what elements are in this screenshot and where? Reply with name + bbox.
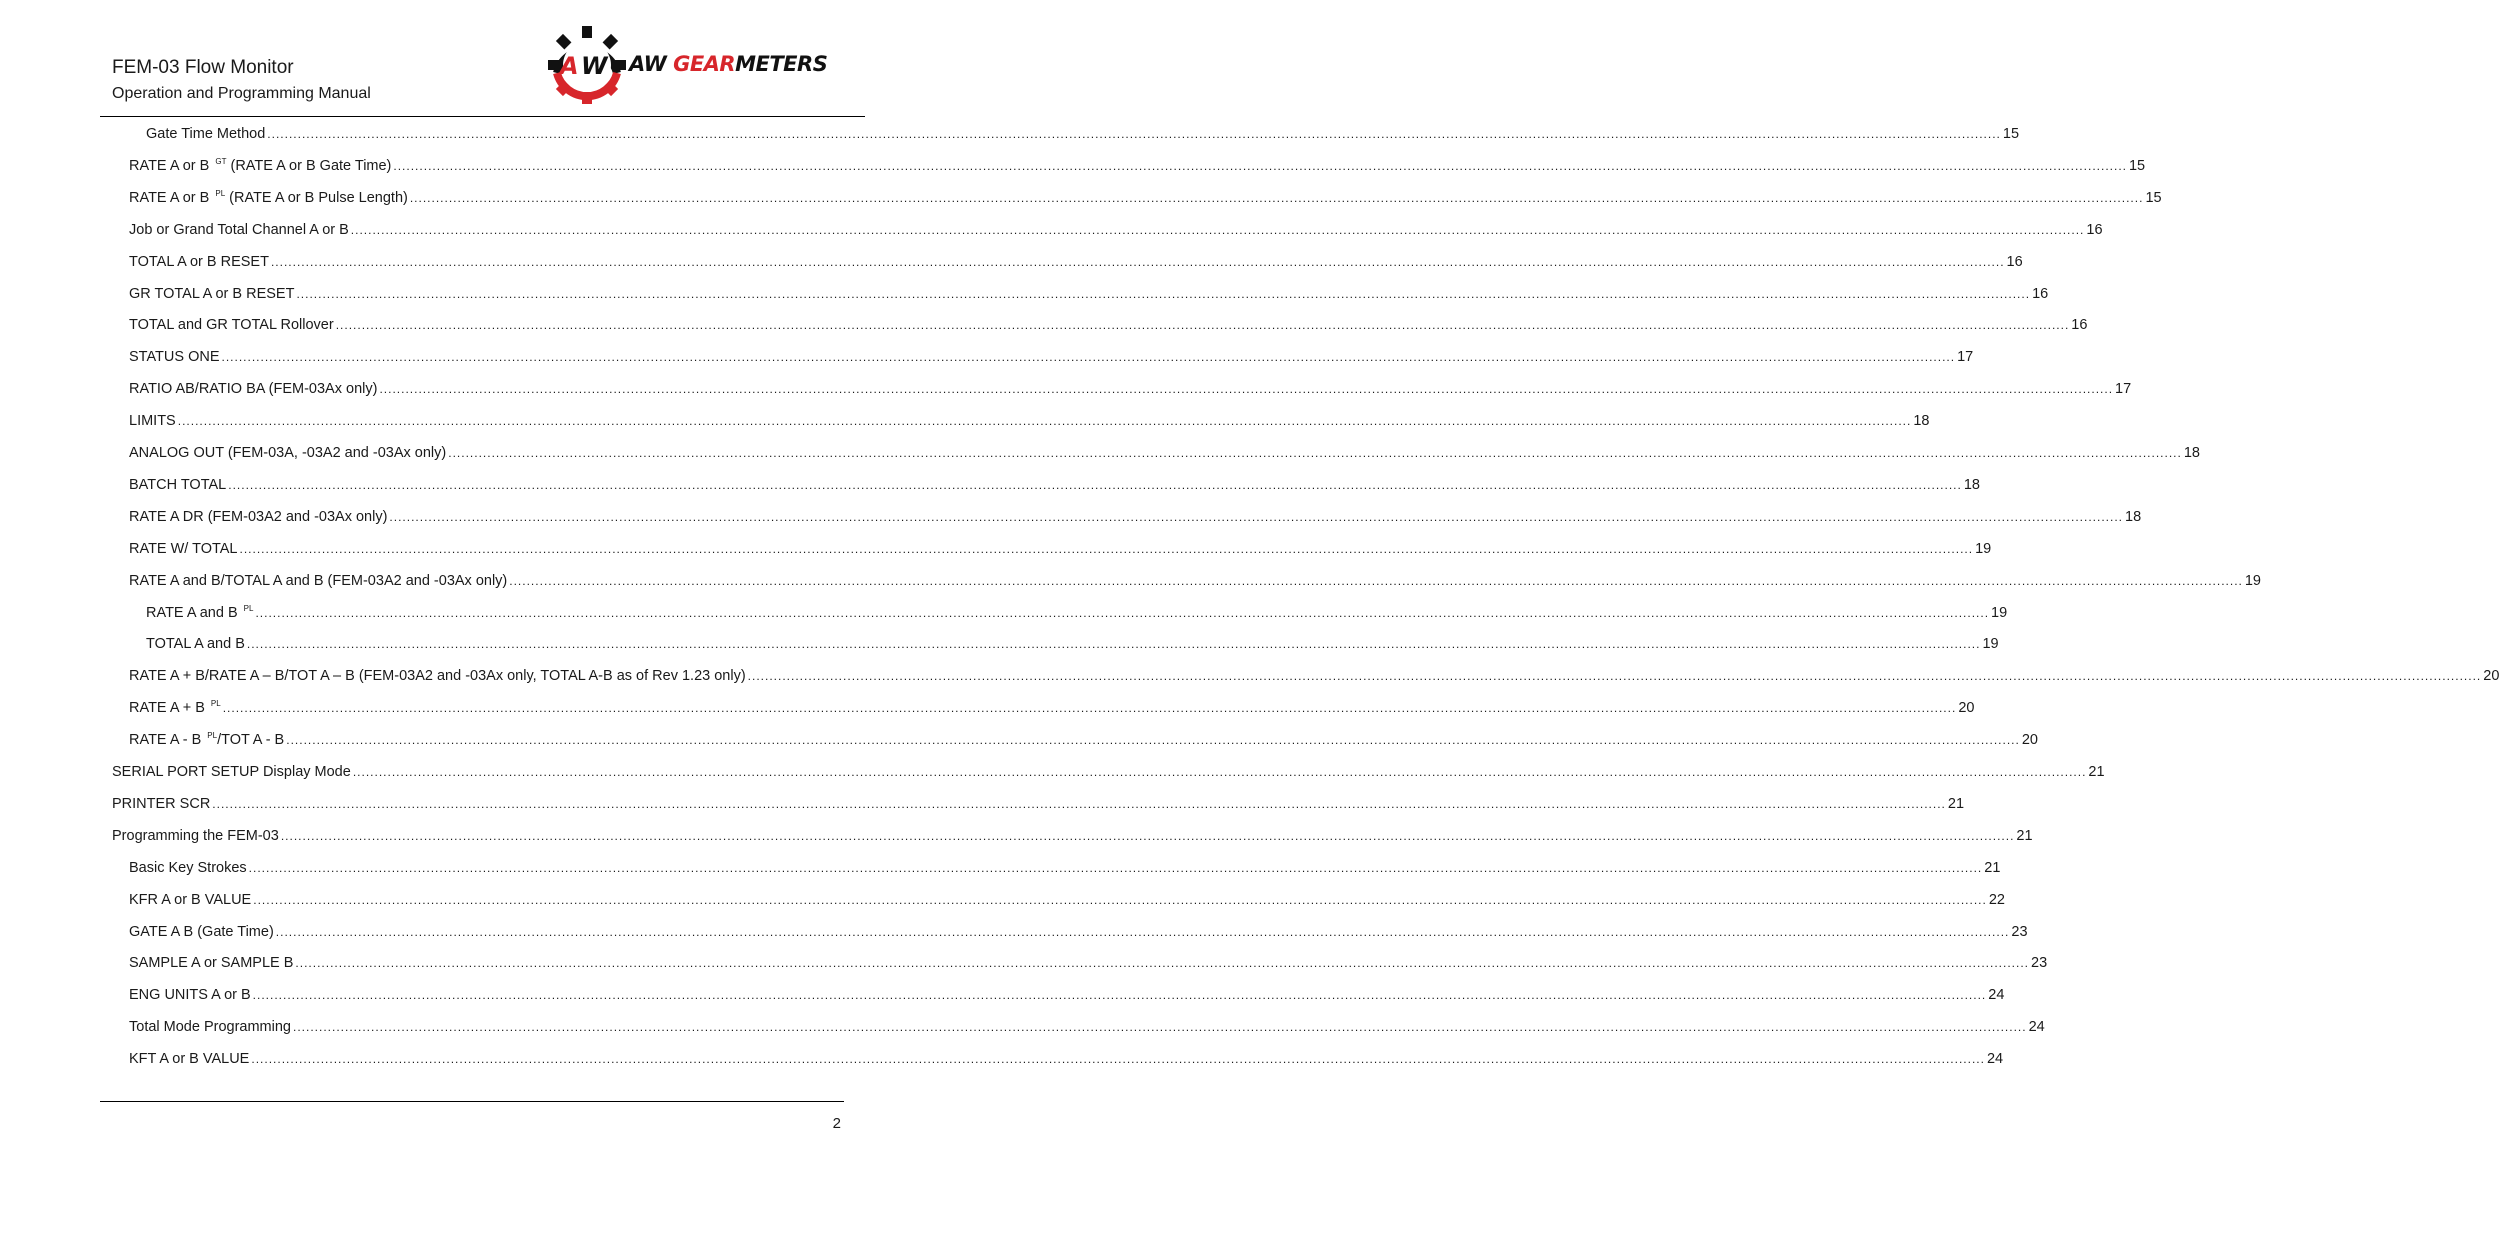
toc-leader-dots: ................................................................................................................................................................................................................................................................................................................................................................................................................: [275, 924, 2010, 939]
toc-entry-title-text: Job or Grand Total Channel A or B: [129, 221, 349, 238]
toc-entry[interactable]: [129, 539, 1992, 559]
toc-entry-title: [129, 188, 408, 208]
toc-entry[interactable]: [129, 571, 2261, 591]
toc-entry-superscript: PL: [210, 699, 221, 709]
toc-entry-title: [146, 603, 253, 623]
toc-entry[interactable]: [129, 953, 2048, 973]
toc-entry-title-text: PRINTER SCR: [112, 795, 211, 812]
toc-leader-dots: ................................................................................................................................................................................................................................................................................................................................................................................................................: [352, 765, 2087, 779]
toc-entry-page: 24: [1986, 1051, 2004, 1068]
toc-entry-title: [129, 347, 220, 367]
toc-entry-page: 19: [1991, 604, 2008, 621]
toc-entry[interactable]: [129, 985, 2005, 1005]
toc-entry[interactable]: [146, 603, 2008, 623]
toc-entry-page: 21: [1947, 795, 1965, 812]
toc-entry[interactable]: [112, 826, 2033, 846]
toc-entry[interactable]: [129, 156, 2146, 176]
toc-leader-dots: ................................................................................................................................................................................................................................................................................................................................................................................................................: [221, 350, 1956, 365]
toc-entry-page: 15: [2145, 189, 2162, 206]
toc-entry-page: 15: [2128, 157, 2146, 174]
toc-entry[interactable]: [112, 762, 2105, 782]
toc-entry-page: 18: [1963, 476, 1980, 493]
toc-leader-dots: ................................................................................................................................................................................................................................................................................................................................................................................................................: [255, 605, 1990, 620]
toc-entry[interactable]: [129, 666, 2499, 686]
toc-entry-title-suffix: (RATE A or B Gate Time): [226, 157, 392, 174]
toc-entry-title: [129, 252, 269, 272]
toc-entry-title: [112, 826, 279, 846]
toc-entry-superscript: GT: [215, 156, 227, 166]
toc-entry-title: [146, 124, 265, 144]
toc-leader-dots: ................................................................................................................................................................................................................................................................................................................................................................................................................: [293, 1020, 2027, 1035]
toc-entry-title: [129, 284, 294, 304]
toc-entry-page: 16: [2032, 285, 2049, 302]
toc-entry[interactable]: [129, 858, 2001, 878]
toc-entry-page: 21: [1984, 859, 2001, 876]
toc-entry-title-text: RATE A + B: [129, 700, 209, 717]
toc-entry-title-text: TOTAL and GR TOTAL Rollover: [129, 317, 334, 334]
toc-entry[interactable]: [129, 507, 2142, 527]
toc-entry-title-text: RATE W/ TOTAL: [129, 540, 238, 557]
toc-leader-dots: ................................................................................................................................................................................................................................................................................................................................................................................................................: [253, 892, 1987, 907]
toc-entry-title: [129, 858, 247, 878]
toc-entry-page: 20: [2483, 668, 2499, 685]
toc-entry-title: [129, 953, 293, 973]
toc-entry-title: [129, 666, 746, 686]
toc-leader-dots: ................................................................................................................................................................................................................................................................................................................................................................................................................: [239, 541, 1974, 556]
toc-entry-title: [129, 985, 251, 1005]
svg-text:W: W: [581, 52, 608, 80]
toc-entry-title-text: ENG UNITS A or B: [129, 987, 251, 1004]
logo-wordmark: [629, 52, 827, 76]
toc-leader-dots: ................................................................................................................................................................................................................................................................................................................................................................................................................: [295, 956, 2030, 971]
page-number: 2: [832, 1115, 841, 1132]
toc-leader-dots: ................................................................................................................................................................................................................................................................................................................................................................................................................: [177, 414, 1912, 429]
toc-leader-dots: ................................................................................................................................................................................................................................................................................................................................................................................................................: [248, 860, 1983, 875]
toc-entry-title-text: KFT A or B VALUE: [129, 1051, 250, 1068]
toc-entry-title-suffix: /TOT A - B: [217, 732, 285, 749]
toc-entry[interactable]: [146, 634, 1999, 654]
toc-entry-title: [129, 571, 507, 591]
gear-aw-icon: [547, 24, 627, 104]
toc-entry-title-text: RATE A - B: [129, 732, 206, 749]
toc-leader-dots: ................................................................................................................................................................................................................................................................................................................................................................................................................: [280, 828, 2015, 843]
toc-leader-dots: ................................................................................................................................................................................................................................................................................................................................................................................................................: [270, 254, 2005, 269]
toc-entry-title: [129, 379, 377, 399]
toc-entry-page: 24: [2028, 1019, 2045, 1036]
company-logo: [547, 24, 837, 104]
svg-text:A: A: [560, 52, 579, 80]
toc-entry-title: [129, 315, 334, 335]
toc-entry-page: 20: [1958, 700, 1975, 717]
toc-entry-title: [129, 411, 176, 431]
toc-leader-dots: ................................................................................................................................................................................................................................................................................................................................................................................................................: [350, 222, 2085, 237]
toc-entry-superscript: PL: [215, 188, 226, 198]
toc-leader-dots: ................................................................................................................................................................................................................................................................................................................................................................................................................: [251, 1052, 1985, 1067]
toc-entry[interactable]: [129, 252, 2023, 272]
toc-entry-title: [129, 890, 251, 910]
toc-entry-page: 17: [1957, 349, 1974, 366]
toc-entry-page: 22: [1988, 891, 2005, 908]
toc-entry[interactable]: [129, 698, 1975, 718]
toc-entry-title-text: RATE A and B/TOTAL A and B (FEM-03A2 and -03Ax only): [129, 572, 508, 589]
toc-entry[interactable]: [146, 124, 2020, 144]
document-title: FEM-03 Flow Monitor: [112, 57, 294, 78]
toc-entry[interactable]: [129, 475, 1980, 495]
toc-leader-dots: ................................................................................................................................................................................................................................................................................................................................................................................................................: [747, 669, 2482, 684]
toc-entry-title: [112, 794, 210, 814]
toc-entry-title-text: Gate Time Method: [146, 126, 266, 142]
toc-entry[interactable]: [129, 379, 2132, 399]
toc-entry-title-text: Total Mode Programming: [129, 1019, 291, 1036]
toc-entry-title-text: STATUS ONE: [129, 349, 220, 366]
toc-leader-dots: ................................................................................................................................................................................................................................................................................................................................................................................................................: [409, 190, 2144, 205]
toc-entry-title: [129, 1049, 249, 1069]
toc-leader-dots: ................................................................................................................................................................................................................................................................................................................................................................................................................: [246, 637, 1981, 652]
toc-entry[interactable]: [129, 188, 2162, 208]
logo-word-aw: AW: [629, 52, 667, 76]
toc-entry-title-text: RATE A and B: [146, 604, 242, 621]
header-divider: [100, 116, 865, 117]
toc-entry[interactable]: [129, 443, 2200, 463]
toc-entry-title-text: KFR A or B VALUE: [129, 891, 252, 908]
toc-leader-dots: ................................................................................................................................................................................................................................................................................................................................................................................................................: [286, 733, 2020, 748]
toc-entry-title-text: SERIAL PORT SETUP Display Mode: [112, 764, 351, 780]
toc-leader-dots: ................................................................................................................................................................................................................................................................................................................................................................................................................: [379, 382, 2114, 397]
toc-entry-title: [129, 730, 284, 750]
toc-entry[interactable]: [129, 315, 2088, 335]
toc-entry-page: 16: [2086, 221, 2103, 238]
toc-leader-dots: ................................................................................................................................................................................................................................................................................................................................................................................................................: [335, 318, 2070, 333]
toc-entry-title-text: TOTAL A or B RESET: [129, 253, 269, 270]
toc-leader-dots: ................................................................................................................................................................................................................................................................................................................................................................................................................: [393, 158, 2127, 173]
toc-leader-dots: ................................................................................................................................................................................................................................................................................................................................................................................................................: [228, 477, 1962, 492]
toc-entry-page: 19: [2244, 572, 2261, 589]
toc-entry-title-text: RATE A DR (FEM-03A2 and -03Ax only): [129, 508, 388, 525]
toc-leader-dots: ................................................................................................................................................................................................................................................................................................................................................................................................................: [267, 127, 2001, 141]
toc-leader-dots: ................................................................................................................................................................................................................................................................................................................................................................................................................: [389, 509, 2124, 524]
toc-entry-title: [146, 634, 245, 654]
toc-entry-page: 23: [2031, 955, 2048, 972]
toc-entry-title: [129, 698, 221, 718]
toc-leader-dots: ................................................................................................................................................................................................................................................................................................................................................................................................................: [222, 701, 1957, 716]
toc-entry-title: [129, 443, 446, 463]
toc-entry[interactable]: [129, 411, 1930, 431]
toc-entry-page: 18: [2125, 508, 2142, 525]
toc-entry-page: 15: [2002, 126, 2020, 142]
toc-entry-title: [129, 156, 391, 176]
toc-entry-title-text: Programming the FEM-03: [112, 827, 279, 844]
toc-entry-title: [129, 507, 387, 527]
toc-entry-page: 23: [2011, 923, 2028, 940]
toc-entry-page: 16: [2071, 317, 2088, 334]
document-subtitle: Operation and Programming Manual: [112, 85, 371, 102]
toc-entry-title-text: ANALOG OUT (FEM-03A, -03A2 and -03Ax only): [129, 445, 447, 461]
toc-entry-page: 18: [1913, 413, 1930, 430]
toc-leader-dots: ................................................................................................................................................................................................................................................................................................................................................................................................................: [448, 446, 2182, 460]
toc-entry-title-text: RATE A + B/RATE A – B/TOT A – B (FEM-03A2 and -03Ax only, TOTAL A-B as of Rev 1.23 only): [129, 668, 746, 685]
toc-entry[interactable]: [112, 794, 1965, 814]
toc-entry-title-text: BATCH TOTAL: [129, 476, 227, 493]
toc-leader-dots: ................................................................................................................................................................................................................................................................................................................................................................................................................: [296, 286, 2031, 301]
toc-entry[interactable]: [129, 1049, 2004, 1069]
toc-entry[interactable]: [129, 730, 2038, 750]
toc-entry-title: [129, 220, 349, 240]
toc-leader-dots: ................................................................................................................................................................................................................................................................................................................................................................................................................: [509, 573, 2243, 588]
toc-entry-title-text: TOTAL A and B: [146, 636, 245, 653]
toc-entry-page: 20: [2021, 732, 2038, 749]
toc-entry-title-text: LIMITS: [129, 413, 176, 430]
footer-divider: [100, 1101, 844, 1102]
toc-leader-dots: ................................................................................................................................................................................................................................................................................................................................................................................................................: [212, 796, 1946, 811]
toc-entry[interactable]: [129, 220, 2103, 240]
logo-word-gear: GEAR: [673, 52, 736, 76]
toc-entry-title-text: RATE A or B: [129, 157, 214, 174]
toc-entry-page: 16: [2006, 253, 2023, 270]
toc-entry-title: [129, 475, 226, 495]
toc-entry-page: 21: [2088, 764, 2105, 780]
logo-word-meters: METERS: [735, 52, 828, 76]
toc-entry-title-suffix: (RATE A or B Pulse Length): [225, 189, 408, 206]
toc-entry-page: 19: [1982, 636, 1999, 653]
toc-leader-dots: ................................................................................................................................................................................................................................................................................................................................................................................................................: [252, 988, 1987, 1003]
toc-entry-title-text: Basic Key Strokes: [129, 859, 247, 876]
toc-entry-page: 18: [2183, 445, 2200, 461]
toc-entry-title-text: GR TOTAL A or B RESET: [129, 285, 295, 302]
toc-entry-superscript: PL: [243, 603, 254, 613]
toc-entry-page: 24: [1988, 987, 2005, 1004]
toc-entry[interactable]: [129, 922, 2028, 942]
toc-entry-title: [129, 922, 274, 942]
toc-entry-title-text: GATE A B (Gate Time): [129, 923, 274, 940]
toc-entry[interactable]: [129, 347, 1974, 367]
toc-entry-title: [112, 762, 351, 782]
toc-entry-title: [129, 539, 238, 559]
toc-entry-title: [129, 1017, 291, 1037]
toc-entry-title-text: RATIO AB/RATIO BA (FEM-03Ax only): [129, 381, 378, 398]
toc-entry-page: 17: [2115, 381, 2132, 398]
toc-entry-title-text: SAMPLE A or SAMPLE B: [129, 955, 294, 972]
toc-entry[interactable]: [129, 1017, 2045, 1037]
toc-entry-superscript: PL: [207, 731, 218, 741]
toc-entry-page: 19: [1975, 540, 1992, 557]
toc-entry-title-text: RATE A or B: [129, 189, 214, 206]
toc-entry-page: 21: [2016, 827, 2033, 844]
toc-entry[interactable]: [129, 890, 2005, 910]
toc-entry[interactable]: [129, 284, 2049, 304]
